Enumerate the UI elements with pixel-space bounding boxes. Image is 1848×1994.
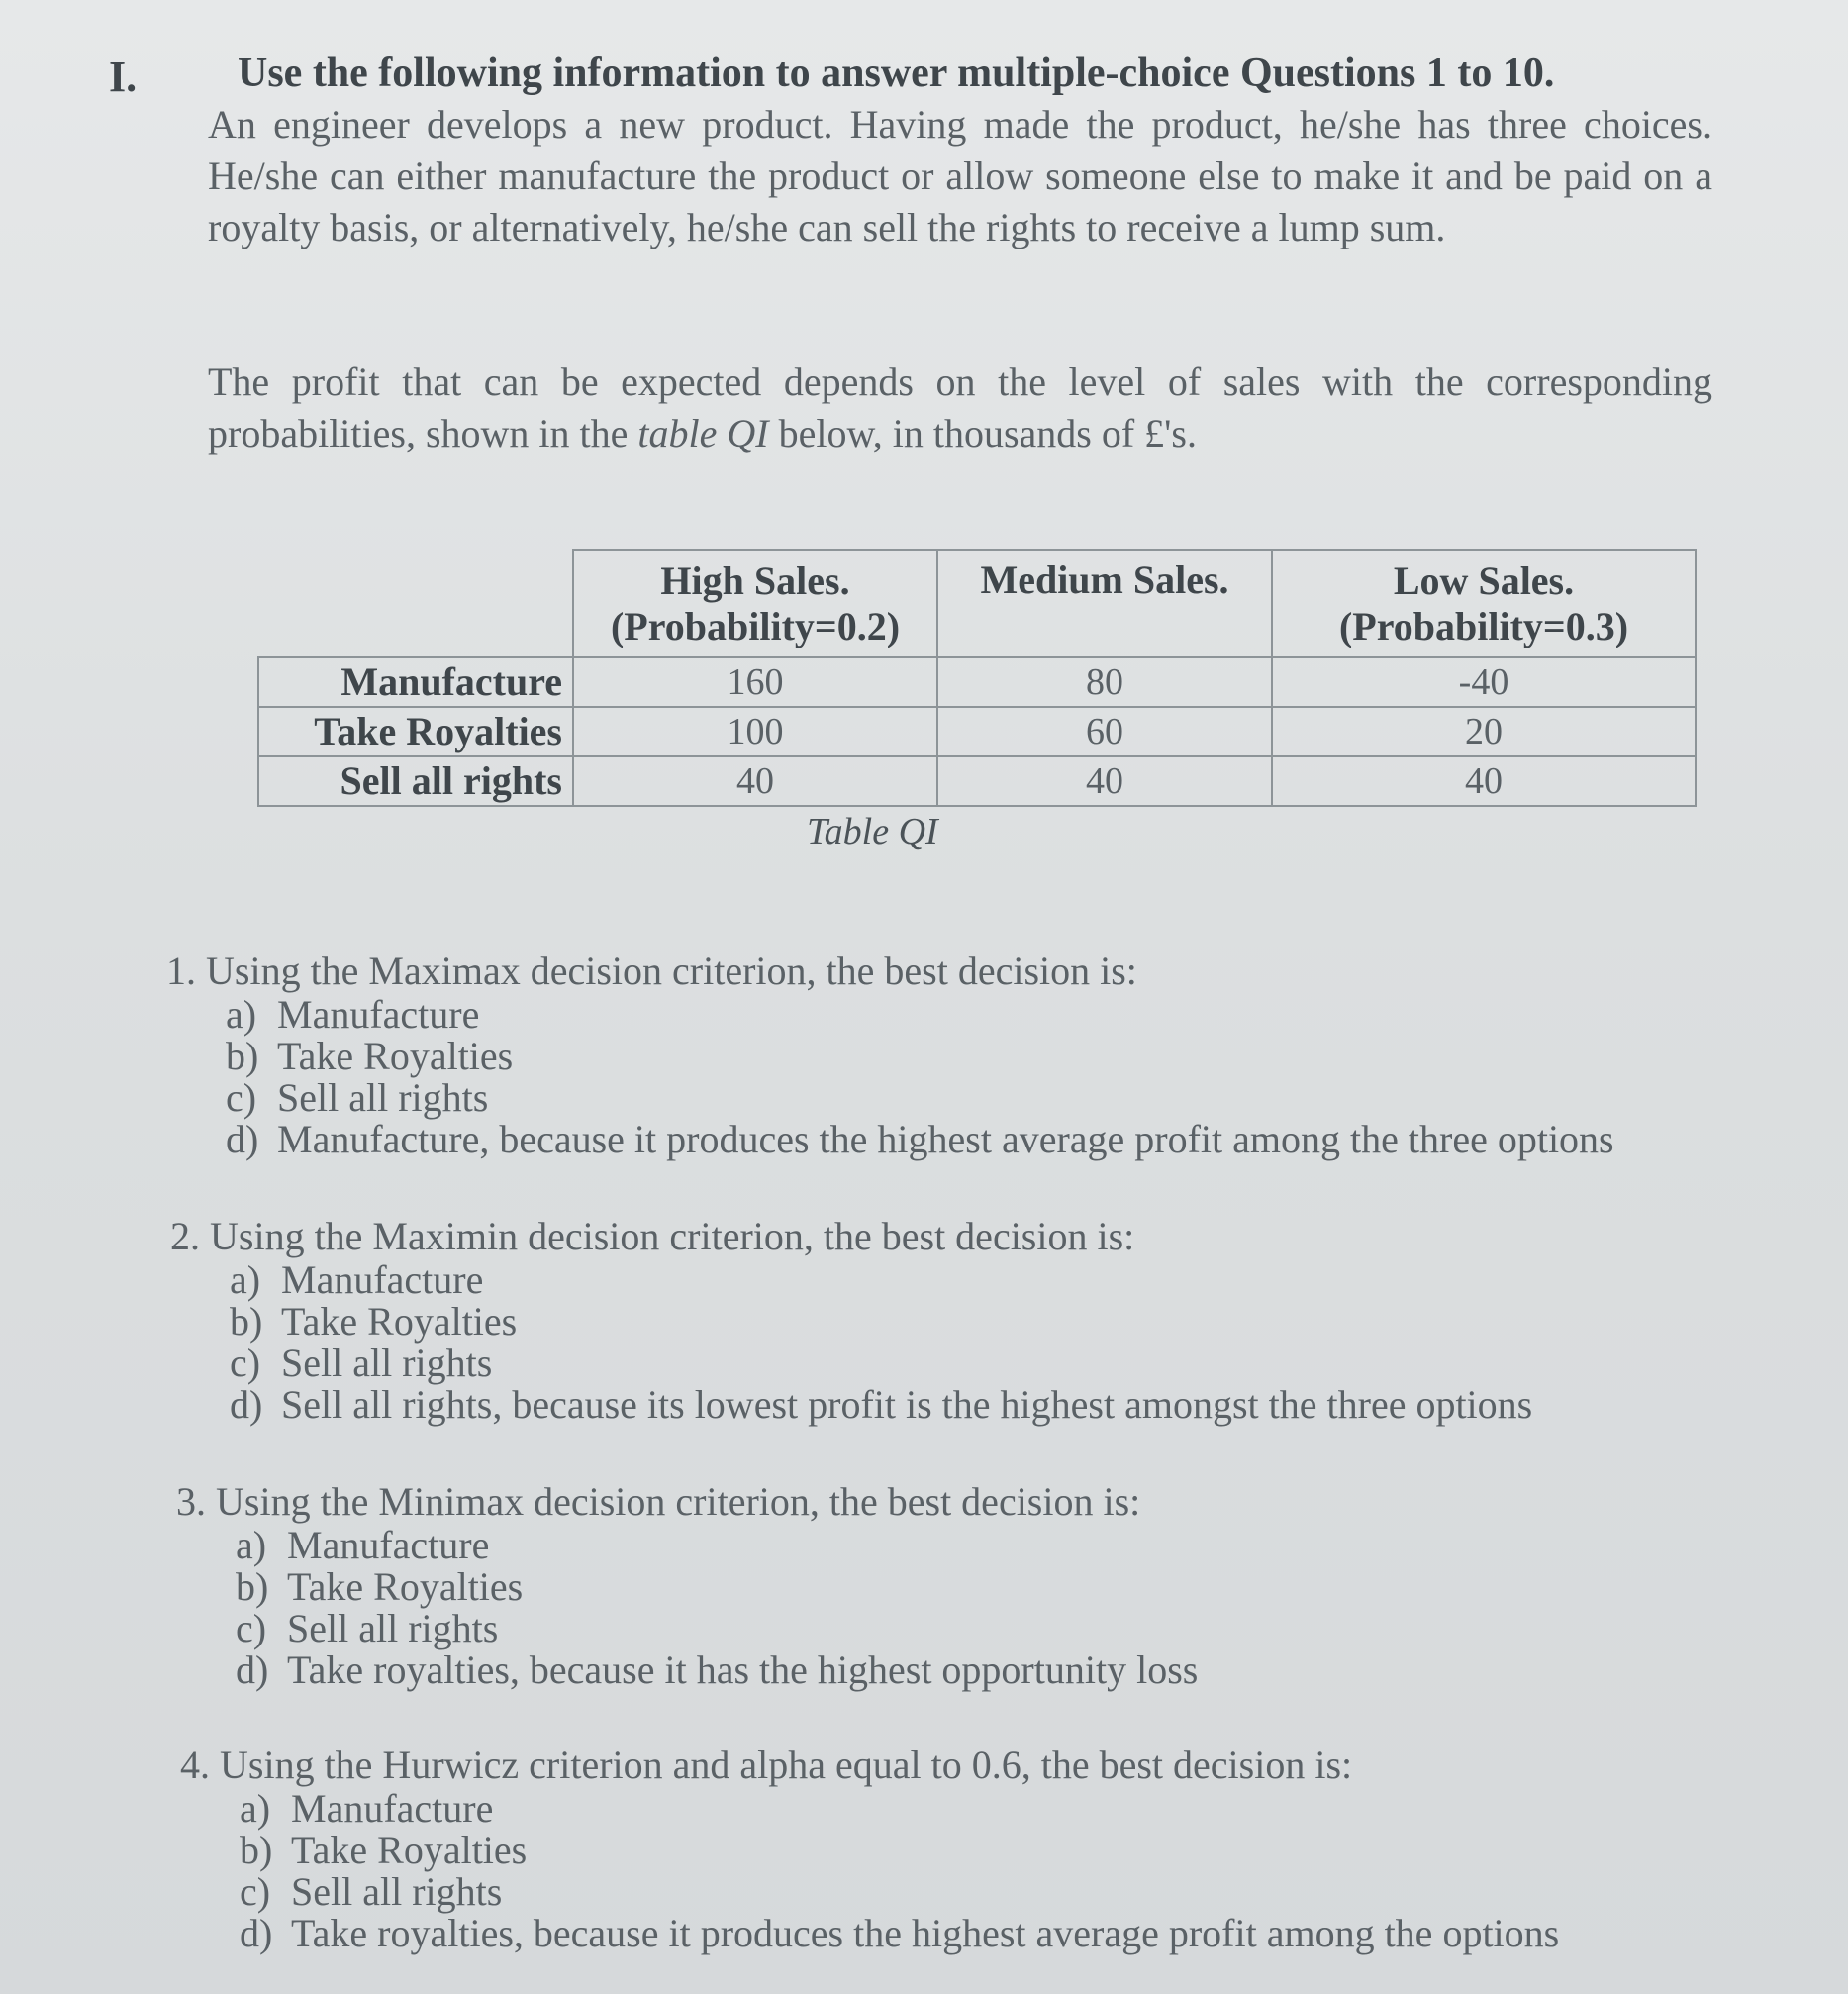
cell-sell-high: 40 — [573, 756, 937, 806]
option-text: Take royalties, because it has the highest opportunity loss — [287, 1647, 1199, 1692]
option-text: Sell all rights, because its lowest profit is the highest amongst the three options — [281, 1382, 1533, 1427]
option-text: Take Royalties — [281, 1299, 518, 1344]
option-text: Take Royalties — [277, 1034, 514, 1078]
section-number: I. — [109, 52, 138, 101]
question-1-option-c — [226, 1077, 1614, 1119]
option-text: Manufacture, because it produces the highest average profit among the three options — [277, 1117, 1614, 1161]
option-letter: c) — [240, 1869, 271, 1914]
intro-paragraph-2-after: below, in thousands of £'s. — [768, 411, 1197, 455]
table-row — [258, 756, 1696, 806]
header-medium-sales: Medium Sales. — [937, 550, 1272, 657]
option-text: Sell all rights — [287, 1606, 499, 1650]
row-label-manufacture: Manufacture — [258, 657, 573, 707]
option-text: Manufacture — [291, 1786, 494, 1831]
option-text: Manufacture — [281, 1257, 484, 1302]
cell-manufacture-high: 160 — [573, 657, 937, 707]
option-text: Manufacture — [277, 992, 480, 1037]
cell-manufacture-medium: 80 — [937, 657, 1272, 707]
option-letter: a) — [230, 1257, 261, 1302]
option-letter: b) — [226, 1034, 259, 1078]
question-1 — [166, 950, 1614, 1160]
option-text: Sell all rights — [291, 1869, 503, 1914]
table-caption: Table QI — [807, 811, 938, 852]
option-letter: c) — [226, 1075, 257, 1120]
question-1-option-b — [226, 1036, 1614, 1077]
table-row — [258, 657, 1696, 707]
question-1-stem: 1. Using the Maximax decision criterion, the best decision is: — [166, 948, 1137, 993]
table-header-row — [258, 550, 1696, 657]
intro-paragraph-2-before: The profit that can be expected depends on the level of sales with the corresponding probabilities, shown in the — [208, 359, 1712, 455]
cell-sell-medium: 40 — [937, 756, 1272, 806]
option-text: Sell all rights — [281, 1341, 493, 1385]
question-2 — [170, 1216, 1532, 1426]
option-text: Sell all rights — [277, 1075, 489, 1120]
header-low-sales: Low Sales. (Probability=0.3) — [1272, 550, 1696, 657]
payoff-table — [257, 549, 1697, 807]
intro-paragraph-1: An engineer develops a new product. Having made the product, he/she has three choices. He/she can either manufacture the product or allow someone else to make it and be paid on a royalty basis, or alternatively, he/she can sell the rights to receive a lump sum. — [208, 102, 1712, 249]
question-3 — [176, 1481, 1198, 1691]
option-text: Take Royalties — [291, 1828, 528, 1872]
question-2-stem: 2. Using the Maximin decision criterion, the best decision is: — [170, 1214, 1135, 1258]
table-reference: table QI — [637, 411, 769, 455]
table-row — [258, 707, 1696, 756]
option-text: Manufacture — [287, 1523, 490, 1567]
question-4-option-b — [240, 1830, 1559, 1871]
intro-paragraph-2 — [208, 356, 1712, 459]
table-corner-cell — [258, 550, 573, 657]
question-2-option-b — [230, 1301, 1532, 1343]
question-3-option-d — [236, 1649, 1198, 1691]
option-letter: a) — [226, 992, 257, 1037]
question-4-option-a — [240, 1788, 1559, 1830]
option-letter: d) — [226, 1117, 259, 1161]
question-3-option-c — [236, 1608, 1198, 1649]
question-4-stem: 4. Using the Hurwicz criterion and alpha equal to 0.6, the best decision is: — [180, 1743, 1353, 1787]
option-letter: d) — [230, 1382, 263, 1427]
question-2-option-a — [230, 1259, 1532, 1301]
cell-sell-low: 40 — [1272, 756, 1696, 806]
question-4 — [180, 1745, 1559, 1954]
row-label-royalties: Take Royalties — [258, 707, 573, 756]
question-4-option-c — [240, 1871, 1559, 1913]
cell-royalties-medium: 60 — [937, 707, 1272, 756]
option-text: Take Royalties — [287, 1564, 524, 1609]
cell-manufacture-low: -40 — [1272, 657, 1696, 707]
question-4-option-d — [240, 1913, 1559, 1954]
option-letter: a) — [236, 1523, 267, 1567]
option-letter: b) — [230, 1299, 263, 1344]
cell-royalties-high: 100 — [573, 707, 937, 756]
question-2-option-c — [230, 1343, 1532, 1384]
row-label-sell-rights: Sell all rights — [258, 756, 573, 806]
section-heading: Use the following information to answer multiple-choice Questions 1 to 10. — [238, 50, 1555, 96]
option-letter: a) — [240, 1786, 271, 1831]
option-letter: d) — [240, 1911, 273, 1955]
option-letter: d) — [236, 1647, 269, 1692]
option-letter: b) — [240, 1828, 273, 1872]
option-letter: b) — [236, 1564, 269, 1609]
option-letter: c) — [236, 1606, 267, 1650]
option-letter: c) — [230, 1341, 261, 1385]
header-high-sales: High Sales. (Probability=0.2) — [573, 550, 937, 657]
payoff-table-container — [257, 549, 1695, 807]
question-1-option-a — [226, 994, 1614, 1036]
question-2-option-d — [230, 1384, 1532, 1426]
question-1-option-d — [226, 1119, 1614, 1160]
cell-royalties-low: 20 — [1272, 707, 1696, 756]
option-text: Take royalties, because it produces the highest average profit among the options — [291, 1911, 1560, 1955]
question-3-stem: 3. Using the Minimax decision criterion, the best decision is: — [176, 1479, 1141, 1524]
question-3-option-a — [236, 1525, 1198, 1566]
question-3-option-b — [236, 1566, 1198, 1608]
